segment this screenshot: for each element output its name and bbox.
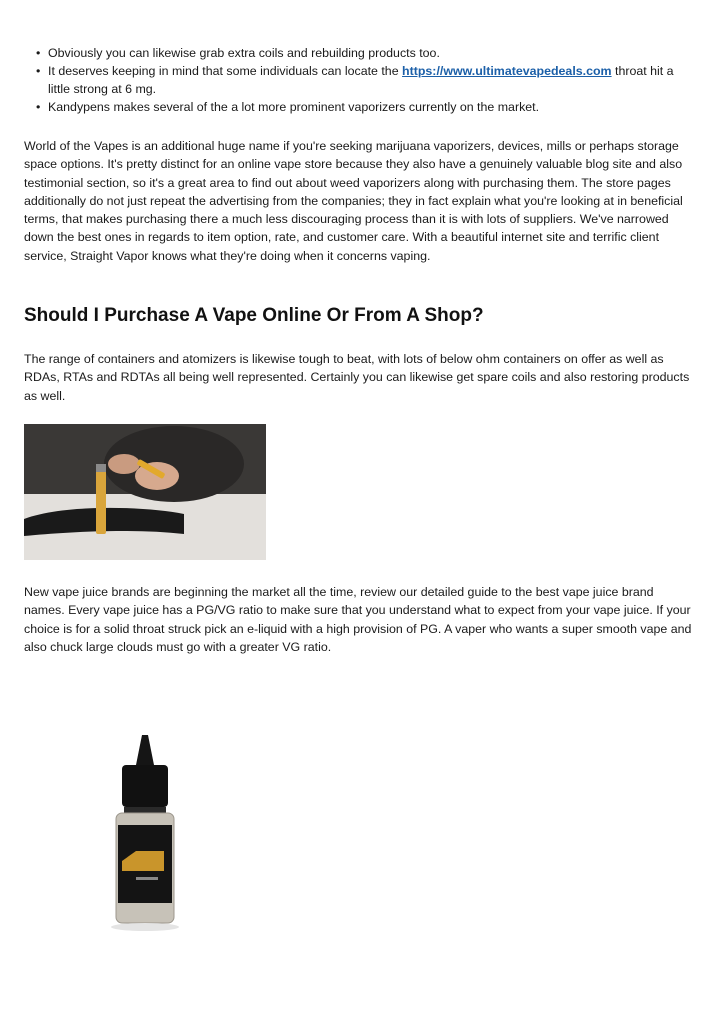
e-liquid-bottle-illustration — [24, 665, 696, 965]
vape-pen-photo — [24, 424, 266, 560]
bullet-text: Kandypens makes several of the a lot more prominent vaporizers currently on the market. — [48, 100, 540, 114]
paragraph-vape-juice: New vape juice brands are beginning the market all the time, review our detailed guide to the best vape juice brand names. Every vape juice has a PG/VG ratio to make sure that you understand what to expect from your vape juice. If your choice is for a solid throat struck pick an e-liquid with a high provision of PG. A vaper who wants a super smooth vape and also chuck large clouds must go with a greater VG ratio. — [24, 585, 692, 654]
list-item — [36, 98, 676, 116]
bullet-text-before: It deserves keeping in mind that some individuals can locate the — [48, 64, 403, 78]
list-item — [36, 62, 676, 98]
e-liquid-bottle-photo — [24, 665, 696, 965]
section-heading: Should I Purchase A Vape Online Or From A Shop? — [24, 305, 484, 326]
paragraph-containers: The range of containers and atomizers is likewise tough to beat, with lots of below ohm containers on offer as well as RDAs, RTAs and RDTAs all being well represented. Certainly you can likewise get spare coils and also restoring products as well. — [24, 352, 690, 403]
list-item — [36, 44, 676, 62]
bullet-text-after: throat hit a little strong at 6 mg. — [48, 64, 674, 96]
paragraph-world-of-vapes: World of the Vapes is an additional huge name if you're seeking marijuana vaporizers, devices, mills or perhaps storage space options. It's pretty distinct for an online vape store because they also have a genuinely valuable blog site and also testimonial section, so it's a great area to find out about weed vaporizers along with purchasing them. The store pages additionally do not just repeat the advertising from the companies; they in fact explain what you're looking at in beneficial terms, that makes purchasing there a much less discouraging process than it is with lots of suppliers. We've narrowed down the best ones in regards to item option, rate, and customer care. With a beautiful internet site and terrific client service, Straight Vapor knows what they're doing when it concerns vaping. — [24, 139, 683, 263]
ultimatevapedeals-link[interactable]: https://www.ultimatevapedeals.com — [402, 64, 612, 78]
bullet-text: Obviously you can likewise grab extra coils and rebuilding products too. — [48, 46, 440, 60]
vape-pen-illustration — [24, 424, 266, 560]
bullet-list — [36, 44, 676, 116]
